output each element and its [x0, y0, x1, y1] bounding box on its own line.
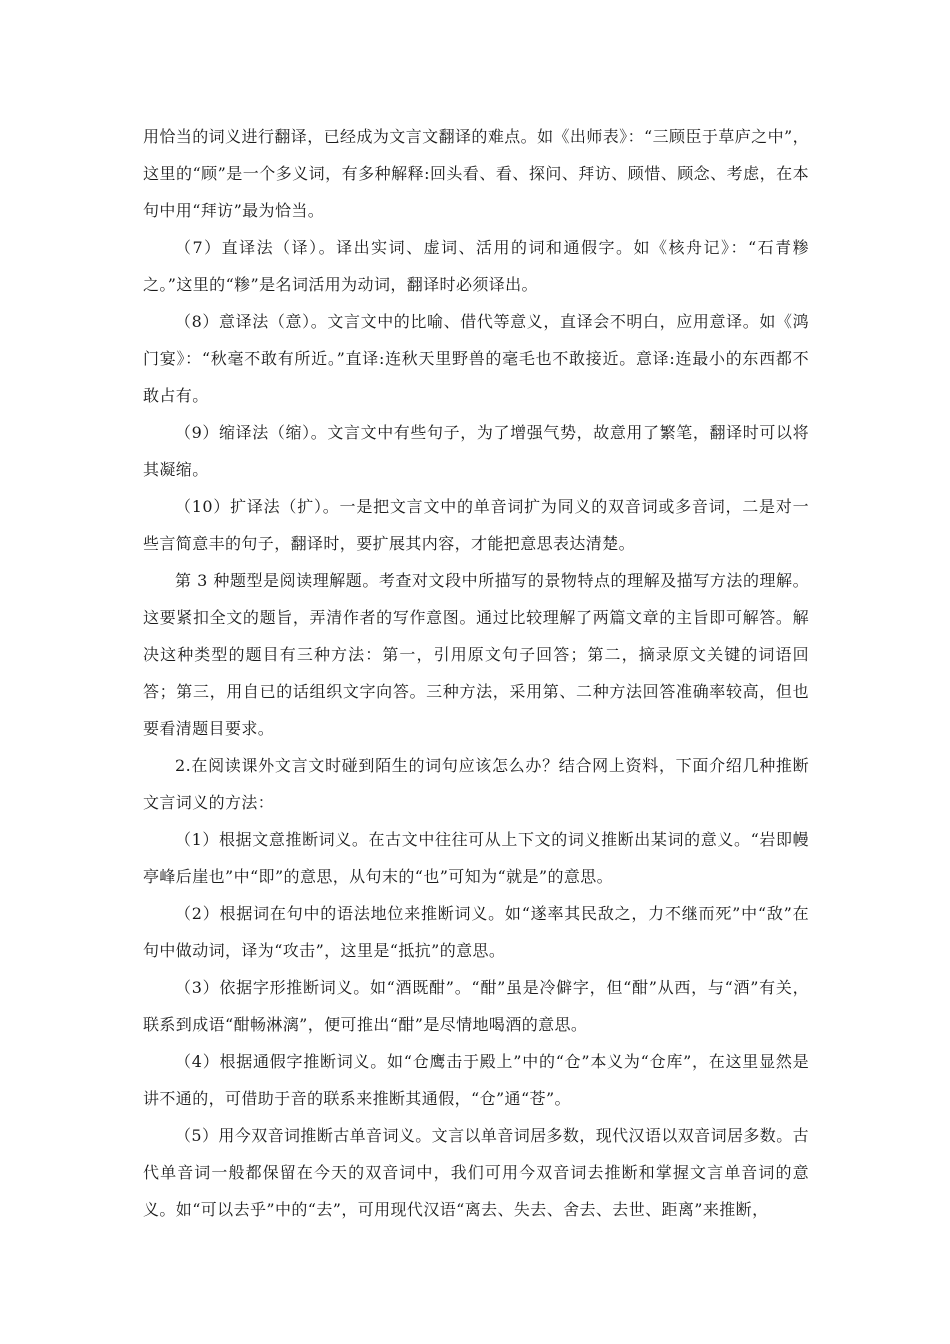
paragraph-infer-3: （3）依据字形推断词义。如“酒既酣”。“酣”虽是冷僻字，但“酣”从西，与“酒”有关，联系到成语“酣畅淋漓”，便可推出“酣”是尽情地喝酒的意思。 [143, 978, 809, 1034]
paragraph-section-2: 2.在阅读课外文言文时碰到陌生的词句应该怎么办？结合网上资料，下面介绍几种推断文言词义的方法： [143, 756, 809, 812]
paragraph-method-10: （10）扩译法（扩）。一是把文言文中的单音词扩为同义的双音词或多音词，二是对一些言简意丰的句子，翻译时，要扩展其内容，才能把意思表达清楚。 [143, 497, 809, 553]
paragraph-method-9: （9）缩译法（缩）。文言文中有些句子，为了增强气势，故意用了繁笔，翻译时可以将其凝缩。 [143, 423, 809, 479]
paragraph-continuation: 用恰当的词义进行翻译，已经成为文言文翻译的难点。如《出师表》：“三顾臣于草庐之中”，这里的“顾”是一个多义词，有多种解释:回头看、看、探问、拜访、顾惜、顾念、考虑，在本句中用“拜访”最为恰当。 [143, 127, 809, 220]
document-body [143, 118, 809, 1228]
paragraph-method-8: （8）意译法（意）。文言文中的比喻、借代等意义，直译会不明白，应用意译。如《鸿门宴》：“秋毫不敢有所近。”直译:连秋天里野兽的毫毛也不敢接近。意译:连最小的东西都不敢占有。 [143, 312, 809, 405]
paragraph-infer-2: （2）根据词在句中的语法地位来推断词义。如“遂率其民敌之，力不继而死”中“敌”在句中做动词，译为“攻击”，这里是“抵抗”的意思。 [143, 904, 809, 960]
paragraph-infer-1: （1）根据文意推断词义。在古文中往往可从上下文的词义推断出某词的意义。“岩即幔亭峰后崖也”中“即”的意思，从句末的“也”可知为“就是”的意思。 [143, 830, 809, 886]
paragraph-infer-4: （4）根据通假字推断词义。如“仓鹰击于殿上”中的“仓”本义为“仓库”，在这里显然是讲不通的，可借助于音的联系来推断其通假，“仓”通“苍”。 [143, 1052, 809, 1108]
paragraph-question-type-3: 第 3 种题型是阅读理解题。考查对文段中所描写的景物特点的理解及描写方法的理解。这要紧扣全文的题旨，弄清作者的写作意图。通过比较理解了两篇文章的主旨即可解答。解决这种类型的题目有三种方法：第一，引用原文句子回答；第二，摘录原文关键的词语回答；第三，用自已的话组织文字向答。三种方法，采用第、二种方法回答准确率较高，但也要看清题目要求。 [143, 571, 809, 738]
paragraph-method-7: （7）直译法（译）。译出实词、虚词、活用的词和通假字。如《核舟记》：“石青糁之。”这里的“糁”是名词活用为动词，翻译时必须译出。 [143, 238, 809, 294]
paragraph-infer-5: （5）用今双音词推断古单音词义。文言以单音词居多数，现代汉语以双音词居多数。古代单音词一般都保留在今天的双音词中，我们可用今双音词去推断和掌握文言单音词的意义。如“可以去乎”中的“去”，可用现代汉语“离去、失去、舍去、去世、距离”来推断， [143, 1126, 809, 1219]
